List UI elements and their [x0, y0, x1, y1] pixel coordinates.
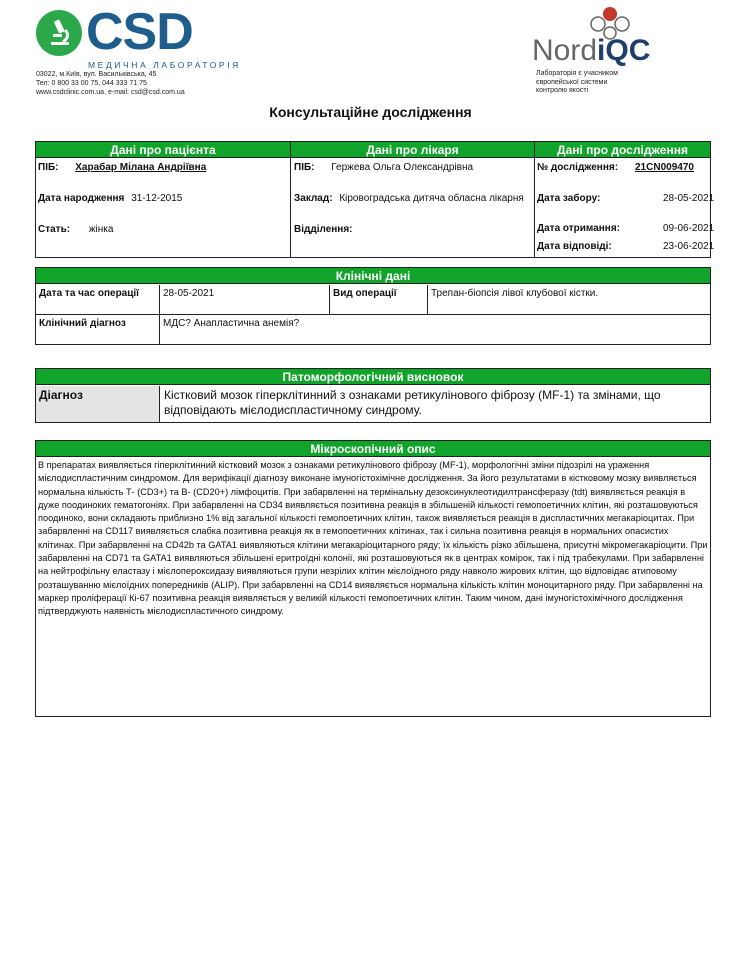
- info-table: [35, 141, 715, 258]
- patient-sex-field: Стать: жінка: [38, 224, 114, 235]
- doctor-name-field: ПІБ: Гержева Ольга Олександрівна: [294, 162, 474, 173]
- clinical-diagnosis-value: МДС? Анапластична анемія?: [163, 318, 300, 329]
- lab-logo-text: CSD: [86, 3, 193, 61]
- patient-sex-value: жінка: [88, 224, 114, 235]
- clinical-section-title: Клінічні дані: [36, 268, 710, 284]
- doctor-section-title: Дані про лікаря: [291, 142, 534, 158]
- nordiqc-logo-text: NordiQC: [532, 34, 651, 67]
- doctor-facility-field: Заклад: Кіровоградська дитяча обласна лікарня: [294, 193, 524, 204]
- doctor-section: [291, 142, 535, 257]
- nordiqc-subtitle-line: Лабораторія є учасником: [536, 70, 618, 77]
- study-collected-value: 28-05-2021: [663, 193, 715, 204]
- clinical-section: [35, 267, 711, 345]
- clinical-row: [36, 285, 710, 315]
- study-section: [535, 142, 715, 257]
- patient-section: [36, 142, 291, 257]
- conclusion-section: [35, 368, 711, 423]
- csd-logo: [36, 3, 241, 70]
- microscopy-text: В препаратах виявляється гіперклітинний кістковий мозок з ознаками ретикулінового фіброзу (MF-1), морфологічні зміни підозрілі на ураження мієлодиспластичним синдромом. Для верифікації діагнозу виконане імуногістохімічне дослідження. За його результатами в кістковому мозку виявляється нормальна кількість Т- (CD3+) та В- (CD20+) лімфоцитів. При забарвленні на термінальну дезоксинуклеотидилтрансферазу (tdt) виявляється реакція в дуже поодиноких гематогоніях. При забарвленні на CD34 виявляється позитивна реакція в збільшеній кількості гемопоетичних клітин, які розташовуються поодиноко, вони складають приблизно 1% від загальної кількості гемопоетичних клітин, також виявляється реакція в диспластичних мегакаріоцитах. При забарвленні на CD117 виявляється слабка позитивна реакція як в гемопоетичних клітинах, так і сильна позитивна реакція в нормальних опасистих клітинах. При забарвленні на CD42b та GATA1 виявляються клітини мегакаріоцитарного ряду; їх кількість різко збільшена, присутні мікромегакаріоцити. При забарвленні на CD71 та GATA1 виявляються збільшені еритроїдні колонії, які розташовуються як в центрах комірок, так і під трабекулами. При забарвленні на нейтрофільну еластазу і мієлопероксидазу виявляються групи незрілих клітин мієлоїдного ряду навколо жирових клітин, що відповідає атиповому розташуванню мієлоїдних попередників (ALIP). При забарвленні на CD14 виявляється нормальна кількість клітин моноцитарного ряду. При забарвленні на маркер проліферації Кі-67 позитивна реакція виявляється у великій кількості гемопоетичних клітин. Таким чином, дані імуногістохімічного дослідження підтверджують наявність мієлодиспластичного синдрому.: [38, 460, 708, 617]
- lab-address: [36, 70, 185, 97]
- study-received-value: 09-06-2021: [663, 223, 715, 234]
- lab-subtitle: МЕДИЧНА ЛАБОРАТОРІЯ: [88, 60, 241, 70]
- lab-address-line: 03022, м.Київ, вул. Васильківська, 45: [36, 71, 157, 78]
- clinical-diagnosis-label: Клінічний діагноз: [36, 315, 160, 344]
- clinical-row: [36, 315, 710, 344]
- operation-date-label: Дата та час операції: [36, 285, 160, 314]
- study-response-field: Дата відповіді:: [537, 241, 612, 252]
- study-received-field: Дата отримання:: [537, 223, 621, 234]
- nordiqc-logo: [532, 6, 692, 76]
- nordiqc-subtitle-line: контролю якості: [536, 87, 589, 94]
- study-section-title: Дані про дослідження: [535, 142, 710, 158]
- operation-date-value: 28-05-2021: [160, 285, 330, 314]
- study-number-field: № дослідження:: [537, 162, 619, 173]
- diagnosis-label: Діагноз: [36, 386, 160, 422]
- microscopy-section: [35, 440, 711, 717]
- nordiqc-subtitle-line: європейської системи: [536, 78, 608, 86]
- doctor-name-value: Гержева Ольга Олександрівна: [331, 162, 474, 173]
- doctor-department-field: Відділення:: [294, 224, 353, 235]
- diagnosis-text: Кістковий мозок гіперклітинний з ознаками ретикулінового фіброзу (MF-1) та змінами, що відповідають мієлодиспластичному синдрому.: [164, 388, 661, 417]
- patient-name-value: Харабар Мілана Андріївна: [75, 162, 207, 173]
- operation-type-label: Вид операції: [330, 285, 428, 314]
- conclusion-section-title: Патоморфологічний висновок: [36, 369, 710, 385]
- study-collected-field: Дата забору:: [537, 193, 601, 204]
- nordiqc-subtitle: [536, 70, 646, 96]
- microscope-icon: [36, 10, 82, 56]
- doctor-facility-value: Кіровоградська дитяча обласна лікарня: [339, 193, 524, 204]
- lab-address-line: www.csdclinic.com.ua, e-mail: csd@csd.com.ua: [36, 89, 185, 96]
- document-title: Консультаційне дослідження: [269, 104, 472, 120]
- operation-type-value: Трепан-біопсія лівої клубової кістки.: [431, 288, 599, 299]
- microscopy-section-title: Мікроскопічний опис: [36, 441, 710, 457]
- patient-dob-value: 31-12-2015: [131, 193, 183, 204]
- patient-dob-field: Дата народження 31-12-2015: [38, 193, 183, 204]
- patient-section-title: Дані про пацієнта: [36, 142, 290, 158]
- patient-name-field: ПІБ: Харабар Мілана Андріївна: [38, 162, 207, 173]
- lab-address-line: Тел: 0 800 33 00 75, 044 333 71 75: [36, 80, 147, 87]
- study-number-value: 21CN009470: [635, 162, 694, 173]
- study-response-value: 23-06-2021: [663, 241, 715, 252]
